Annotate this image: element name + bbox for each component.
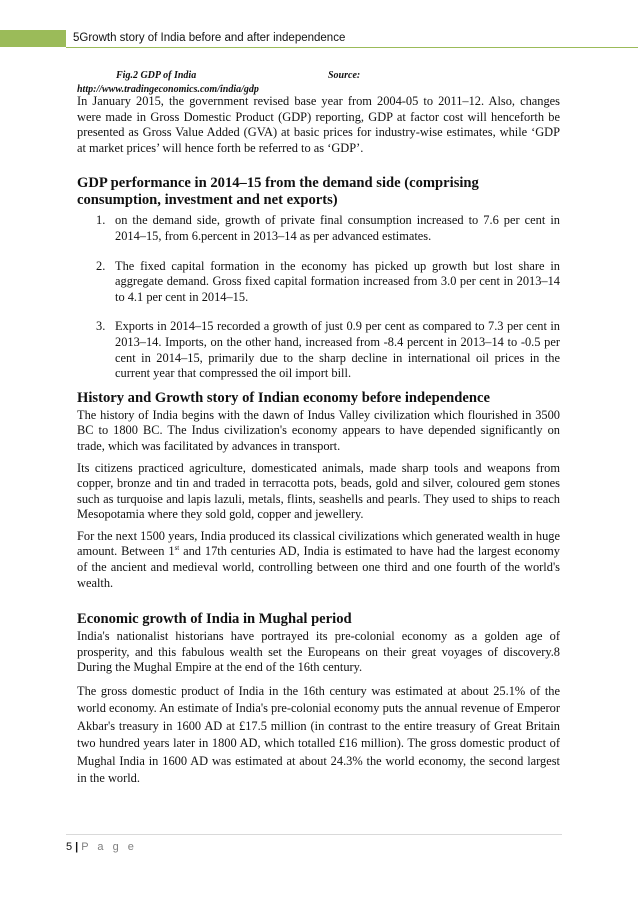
figure-caption-block xyxy=(77,66,560,94)
footer-rule xyxy=(66,834,562,835)
list-item xyxy=(77,319,560,381)
history-paragraph-2: Its citizens practiced agriculture, domesticated animals, made sharp tools and weapons from copper, bronze and tin and traded in terracotta pots, beads, gold and silver, coloured gem stones such as turquoise and lapis lazuli, metals, flints, seashells and pearls. They used to ships to reach Mesopotamia where they sold gold, copper and jewellery. xyxy=(77,460,560,522)
gdp-section-heading: GDP performance in 2014–15 from the demand side (comprising consumption, investment and net exports) xyxy=(77,175,479,209)
history-paragraph-3: For the next 1500 years, India produced its classical civilizations which generated wealth in huge amount. Between 1st and 17th centuries AD, India is estimated to have had the largest economy of the ancient and medieval world, controlling between one third and one fourth of the world's wealth. xyxy=(77,528,560,590)
page-footer xyxy=(66,841,137,853)
footer-separator: | xyxy=(75,841,79,853)
running-header-title: 5Growth story of India before and after independence xyxy=(73,32,346,44)
intro-paragraph: In January 2015, the government revised base year from 2004-05 to 2011–12. Also, changes were made in Gross Domestic Product (GDP) reporting, GDP at factor cost will henceforth be presented as Gross Value Added (GVA) at basic prices for industry-wise estimates, while ‘GDP at market prices’ will hence forth be referred to as ‘GDP’. xyxy=(77,94,560,155)
ordinal-suffix: st xyxy=(174,544,180,553)
header-rule xyxy=(66,47,638,48)
list-item xyxy=(77,259,560,306)
gdp-demand-list xyxy=(77,213,560,381)
figure-caption: Fig.2 GDP of India xyxy=(116,70,197,81)
header-accent-bar xyxy=(0,30,66,47)
list-item-text: Exports in 2014–15 recorded a growth of just 0.9 per cent as compared to 7.3 per cent in 2013–14. Imports, on the other hand, increased from -8.4 percent in 2013–14 to -0.5 per cent in 2014–15, primarily due to the sharp decline in international oil prices in the current year that compressed the oil import bill. xyxy=(115,319,560,381)
history-paragraph-1: The history of India begins with the dawn of Indus Valley civilization which flourished in 3500 BC to 1800 BC. The Indus civilization's economy appears to have depended significantly on trade, which was facilitated by advances in transport. xyxy=(77,407,560,453)
list-item-text: on the demand side, growth of private final consumption increased to 7.6 per cent in 2014–15, from 6.percent in 2013–14 as per advanced estimates. xyxy=(115,213,560,243)
page-label: P a g e xyxy=(81,841,137,853)
figure-source-url[interactable]: http://www.tradingeconomics.com/india/gdp xyxy=(77,84,259,95)
mughal-paragraph-1: India's nationalist historians have portrayed its pre-colonial economy as a golden age of prosperity, and this fabulous wealth set the Europeans on their great voyages of discovery.8 During the Mughal Empire at the end of the 16th century. xyxy=(77,629,560,675)
page-number: 5 xyxy=(66,841,73,853)
figure-source-label: Source: xyxy=(328,70,361,81)
mughal-paragraph-2: The gross domestic product of India in the 16th century was estimated at about 25.1% of the world economy. An estimate of India's pre-colonial economy puts the annual revenue of Emperor Akbar's treasury in 1600 AD at £17.5 million (in contrast to the entire treasury of Great Britain two hundred years later in 1800 AD, which totalled £16 million). The gross domestic product of Mughal India in 1600 AD was estimated at about 24.3% the world economy, the second largest in the world. xyxy=(77,684,560,786)
list-item-number: 1. xyxy=(96,213,106,228)
list-item xyxy=(77,213,560,244)
list-item-number: 2. xyxy=(96,258,106,273)
page-body xyxy=(77,66,560,787)
history-section-heading: History and Growth story of Indian economy before independence xyxy=(77,389,490,406)
mughal-section-heading: Economic growth of India in Mughal period xyxy=(77,611,352,628)
list-item-text: The fixed capital formation in the economy has picked up growth but lost share in aggregate demand. Gross fixed capital formation increased from 3.0 per cent in 2013–14 to 4.1 per cent in 2014–15. xyxy=(115,258,560,304)
list-item-number: 3. xyxy=(96,319,106,334)
